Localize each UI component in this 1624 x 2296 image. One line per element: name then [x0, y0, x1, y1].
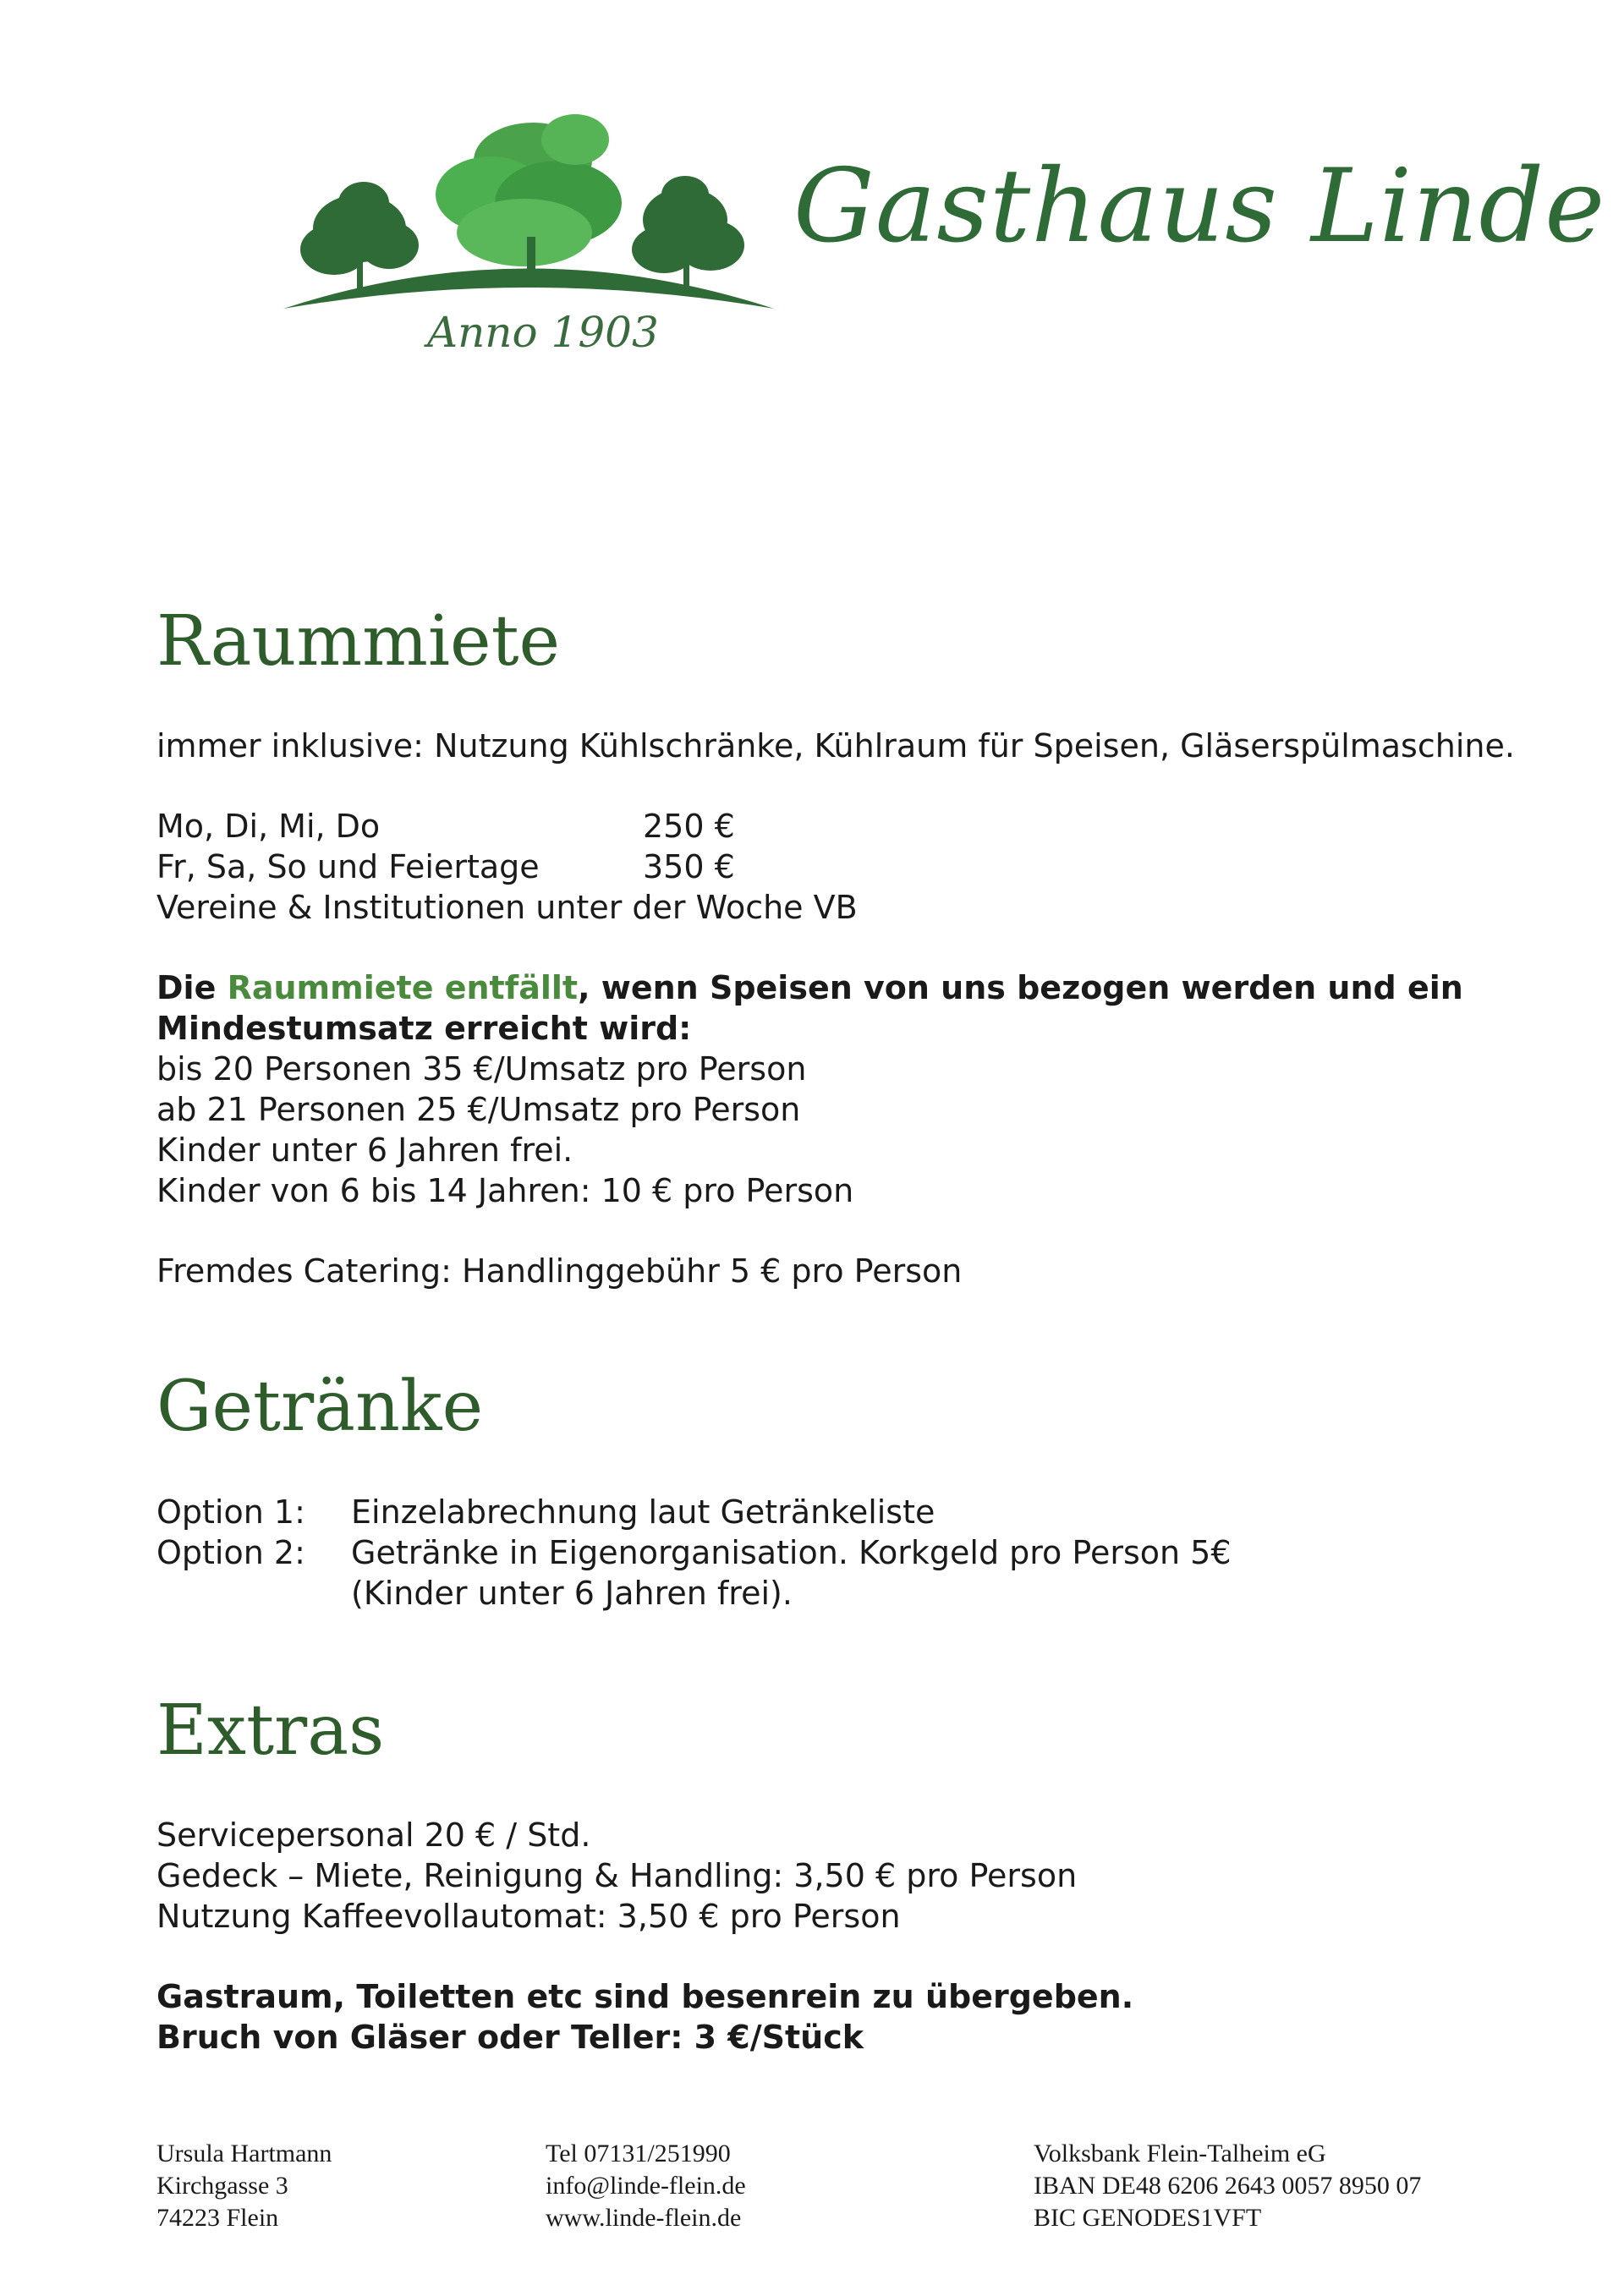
catering-text: Fremdes Catering: Handlinggebühr 5 € pro Person [156, 1252, 963, 1290]
extra-item: Gedeck – Miete, Reinigung & Handling: 3,50 € pro Person [156, 1857, 1078, 1894]
rule-item: Kinder unter 6 Jahren frei. [156, 1132, 573, 1169]
price-label-weekday: Mo, Di, Mi, Do [156, 808, 381, 845]
vereine-text: Vereine & Institutionen unter der Woche VB [156, 889, 858, 926]
footer-email: info@linde-flein.de [546, 2172, 746, 2200]
section-title-extras: Extras [156, 1690, 385, 1771]
footer-bank-name: Volksbank Flein-Talheim eG [1034, 2140, 1326, 2167]
footer-website: www.linde-flein.de [546, 2204, 742, 2232]
footer-name: Ursula Hartmann [156, 2140, 332, 2167]
condition-highlight: Raummiete entfällt [227, 969, 579, 1006]
rule-item: bis 20 Personen 35 €/Umsatz pro Person [156, 1050, 807, 1088]
rule-item: ab 21 Personen 25 €/Umsatz pro Person [156, 1091, 801, 1128]
inclusive-text: immer inklusive: Nutzung Kühlschränke, Kühlraum für Speisen, Gläserspülmaschine. [156, 727, 1515, 764]
footer-address [156, 2138, 332, 2234]
footer-contact [546, 2138, 746, 2234]
option-label-2: Option 2: [156, 1534, 305, 1571]
price-value-weekday: 250 € [643, 808, 735, 845]
option-text-2: Getränke in Eigenorganisation. Korkgeld pro Person 5€ [351, 1534, 1232, 1571]
brand-name: Gasthaus Linde [793, 148, 1606, 266]
extra-item: Nutzung Kaffeevollautomat: 3,50 € pro Person [156, 1898, 901, 1935]
footer-bank [1034, 2138, 1421, 2234]
footer-iban: IBAN DE48 6206 2643 0057 8950 07 [1034, 2172, 1422, 2200]
footer-street: Kirchgasse 3 [156, 2172, 288, 2200]
footer-phone: Tel 07131/251990 [546, 2140, 731, 2167]
established-year: Anno 1903 [427, 308, 659, 357]
footer-city: 74223 Flein [156, 2204, 279, 2232]
price-value-weekend: 350 € [643, 848, 735, 885]
condition-line-2: Mindestumsatz erreicht wird: [156, 1010, 692, 1047]
option-text-1: Einzelabrechnung laut Getränkeliste [351, 1493, 935, 1531]
rule-item: Kinder von 6 bis 14 Jahren: 10 € pro Person [156, 1172, 854, 1209]
notice-cleaning: Gastraum, Toiletten etc sind besenrein zu übergeben. [156, 1978, 1134, 2015]
notice-breakage: Bruch von Gläser oder Teller: 3 €/Stück [156, 2019, 864, 2056]
price-label-weekend: Fr, Sa, So und Feiertage [156, 848, 540, 885]
footer-bic: BIC GENODES1VFT [1034, 2204, 1262, 2232]
condition-line: Die Raummiete entfällt, wenn Speisen von uns bezogen werden und ein [156, 969, 1463, 1006]
extra-item: Servicepersonal 20 € / Std. [156, 1817, 591, 1854]
option-label-1: Option 1: [156, 1493, 305, 1531]
section-title-getraenke: Getränke [156, 1367, 484, 1447]
option-text-2-note: (Kinder unter 6 Jahren frei). [351, 1575, 793, 1612]
section-title-raummiete: Raummiete [156, 601, 561, 682]
